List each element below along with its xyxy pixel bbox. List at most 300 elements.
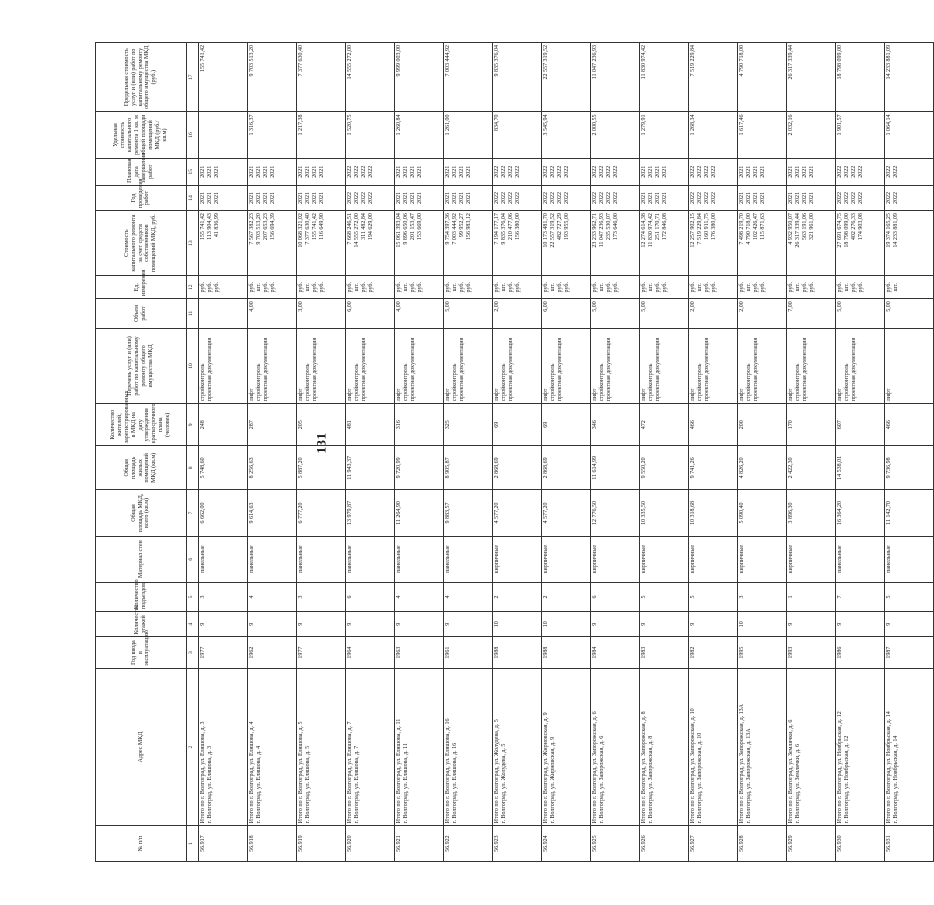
plan-date-line: 2021 xyxy=(200,165,206,178)
work-type-line: проектная документация xyxy=(851,337,857,402)
work-volume xyxy=(787,299,836,328)
work-year-line: 2022 xyxy=(613,192,619,205)
work-volume-line: 5,00 xyxy=(641,301,647,312)
year-built: 1961 xyxy=(444,637,493,668)
plan-date-line: 2021 xyxy=(207,165,213,178)
row-number: 56.926 xyxy=(640,826,689,862)
column-number: 13 xyxy=(187,211,199,276)
row-number: 56.925 xyxy=(591,826,640,862)
address-cell xyxy=(248,668,297,826)
work-year-line: 2022 xyxy=(347,192,353,205)
unit-line: руб. xyxy=(298,282,304,293)
work-type-line: стройконтроль xyxy=(354,363,360,402)
living-area: 8 905,87 xyxy=(444,446,493,490)
work-year xyxy=(689,185,738,210)
work-year-line: 2022 xyxy=(893,192,899,205)
unit-line: руб. xyxy=(753,282,759,293)
work-year-line: 2021 xyxy=(319,192,325,205)
unit-line: руб. xyxy=(508,282,514,293)
work-type-line: проектная документация xyxy=(557,337,563,402)
column-number: 4 xyxy=(187,612,199,637)
work-year-line: 2021 xyxy=(655,192,661,205)
table-body xyxy=(199,43,934,862)
work-type xyxy=(493,328,542,404)
wall-material: панельные xyxy=(248,536,297,582)
entrance-count: 3 xyxy=(297,582,346,611)
unit-cost: 3 545,94 xyxy=(542,112,591,158)
work-year-line: 2022 xyxy=(361,192,367,205)
work-year-line: 2021 xyxy=(305,192,311,205)
plan-date-line: 2021 xyxy=(256,165,262,178)
cost-line: 7 498 219,70 xyxy=(739,213,745,245)
work-type-line: стройконтроль xyxy=(550,363,556,402)
plan-date-line: 2021 xyxy=(298,165,304,178)
address-line: Итого по г. Волгоград, ул. Еляшова, д. 3 xyxy=(200,721,206,824)
address-line: Итого по г. Волгоград, ул. Еляшова, д. 7 xyxy=(347,721,353,824)
entrance-count: 3 xyxy=(199,582,248,611)
entrance-count: 1 xyxy=(787,582,836,611)
unit-line: руб. xyxy=(760,282,766,293)
resident-count: 481 xyxy=(346,404,395,446)
plan-date-line: 2022 xyxy=(592,165,598,178)
living-area: 11 943,37 xyxy=(346,446,395,490)
unit-line: руб. xyxy=(809,282,815,293)
cost-line: 251 170,71 xyxy=(655,213,661,241)
unit-cost: 2 032,16 xyxy=(787,112,836,158)
work-year-line: 2021 xyxy=(200,192,206,205)
plan-date-line: 2022 xyxy=(508,165,514,178)
plan-date-line: 2022 xyxy=(704,165,710,178)
plan-date-line: 2021 xyxy=(270,165,276,178)
table-row xyxy=(836,43,885,862)
unit-line: шт. xyxy=(354,283,360,292)
work-year-line: 2022 xyxy=(886,192,892,205)
work-year xyxy=(836,185,885,210)
unit-line: руб. xyxy=(557,282,563,293)
unit-line: руб. xyxy=(410,282,416,293)
work-type-line: лифт xyxy=(298,388,304,402)
cost-line: 7 567 382,23 xyxy=(249,213,255,245)
year-built: 1988 xyxy=(493,637,542,668)
work-type xyxy=(689,328,738,404)
unit-line: шт. xyxy=(795,283,801,292)
column-number: 14 xyxy=(187,185,199,210)
plan-date-line: 2021 xyxy=(319,165,325,178)
address-line: Итого по г. Волгоград, ул. Запорожская, д. 13А xyxy=(739,704,745,824)
unit-cost: 1 901,57 xyxy=(836,112,885,158)
work-type-line: лифт xyxy=(886,388,892,402)
unit xyxy=(542,276,591,299)
plan-date xyxy=(297,158,346,185)
floor-count: 10 xyxy=(493,612,542,637)
cost-line: 4 790 718,00 xyxy=(746,213,752,245)
living-area: 11 614,99 xyxy=(591,446,640,490)
column-header: Количество этажей xyxy=(96,612,187,637)
table-row xyxy=(787,43,836,862)
work-year xyxy=(297,185,346,210)
plan-date xyxy=(836,158,885,185)
limit-cost: 14 555 272,00 xyxy=(346,43,395,112)
cost-line: 160 911,75 xyxy=(704,213,710,240)
column-number: 17 xyxy=(187,43,199,112)
work-year-line: 2021 xyxy=(403,192,409,205)
cost-line: 156 694,39 xyxy=(270,213,276,241)
work-year-line: 2022 xyxy=(515,192,521,205)
wall-material: кирпичные xyxy=(493,536,542,582)
work-year-line: 2022 xyxy=(368,192,374,205)
floor-count: 9 xyxy=(640,612,689,637)
cost-line: 176 380,00 xyxy=(711,213,717,241)
unit-line: руб. xyxy=(851,282,857,293)
unit-line: руб. xyxy=(319,282,325,293)
entrance-count: 4 xyxy=(444,582,493,611)
wall-material: кирпичные xyxy=(738,536,787,582)
cost xyxy=(787,211,836,276)
column-header: Объем работ xyxy=(96,299,187,328)
work-type-line: проектная документация xyxy=(508,337,514,402)
work-type xyxy=(591,328,640,404)
work-year-line: 2021 xyxy=(298,192,304,205)
cost-line: 174 903,08 xyxy=(858,213,864,241)
row-number: 56.923 xyxy=(493,826,542,862)
cost-line: 4 932 950,07 xyxy=(788,213,794,245)
living-area: 5 887,20 xyxy=(297,446,346,490)
cost xyxy=(444,211,493,276)
work-type xyxy=(346,328,395,404)
work-volume xyxy=(640,299,689,328)
column-header: Удельная стоимость капитального ремонта 1 кв. м общей площади помещений МКД (руб./кв.м) xyxy=(96,112,187,158)
work-volume-line: 5,00 xyxy=(445,301,451,312)
unit-line: шт. xyxy=(599,283,605,292)
year-built: 1986 xyxy=(836,637,885,668)
unit-line: руб. xyxy=(592,282,598,293)
living-area: 2 868,69 xyxy=(493,446,542,490)
total-area: 12 776,50 xyxy=(591,490,640,536)
unit-line: руб. xyxy=(207,282,213,293)
cost xyxy=(395,211,444,276)
work-type-line: лифт xyxy=(396,388,402,402)
address-cell xyxy=(591,668,640,826)
entrance-count: 5 xyxy=(689,582,738,611)
wall-material: кирпичные xyxy=(640,536,689,582)
work-type-line: лифт xyxy=(494,388,500,402)
unit-line: шт. xyxy=(697,283,703,292)
plan-date-line: 2021 xyxy=(263,165,269,178)
address-line: Итого по г. Волгоград, ул. Еляшова, д. 4 xyxy=(249,721,255,824)
work-type-line: стройконтроль xyxy=(746,363,752,402)
work-type-line: стройконтроль xyxy=(648,363,654,402)
work-year-line: 2022 xyxy=(508,192,514,205)
work-year-line: 2022 xyxy=(606,192,612,205)
wall-material: кирпичные xyxy=(689,536,738,582)
work-year-line: 2021 xyxy=(445,192,451,205)
work-type xyxy=(444,328,493,404)
cost-line: 155 741,42 xyxy=(200,213,206,241)
work-year-line: 2022 xyxy=(851,192,857,205)
plan-date xyxy=(444,158,493,185)
entrance-count: 5 xyxy=(885,582,934,611)
unit xyxy=(640,276,689,299)
work-type xyxy=(640,328,689,404)
plan-date-line: 2021 xyxy=(802,165,808,178)
unit-line: руб. xyxy=(417,282,423,293)
plan-date-line: 2022 xyxy=(711,165,717,178)
plan-date xyxy=(885,158,934,185)
work-year-line: 2021 xyxy=(396,192,402,205)
work-type-line: проектная документация xyxy=(704,337,710,402)
address-line: г. Волгоград, ул. Еляшова, д. 4 xyxy=(256,745,262,824)
row-number: 56.917 xyxy=(199,826,248,862)
column-number: 8 xyxy=(187,446,199,490)
address-line: г. Волгоград, ул. Еляшова, д. 3 xyxy=(207,745,213,824)
address-line: г. Волгоград, ул. Запорожская, д. 8 xyxy=(648,735,654,824)
row-number: 56.919 xyxy=(297,826,346,862)
plan-date-line: 2022 xyxy=(613,165,619,178)
column-number-row xyxy=(187,43,199,862)
cost-line: 12 257 902,15 xyxy=(690,213,696,248)
cost-line: 27 691 674,75 xyxy=(837,213,843,248)
floor-count: 9 xyxy=(395,612,444,637)
wall-material: кирпичные xyxy=(591,536,640,582)
unit-line: руб. xyxy=(837,282,843,293)
resident-count: 346 xyxy=(591,404,640,446)
plan-date-line: 2021 xyxy=(417,165,423,178)
plan-date xyxy=(248,158,297,185)
row-number: 56.929 xyxy=(787,826,836,862)
unit-line: шт. xyxy=(648,283,654,292)
total-area: 16 364,20 xyxy=(836,490,885,536)
plan-date-line: 2022 xyxy=(606,165,612,178)
work-year-line: 2021 xyxy=(760,192,766,205)
cost-line: 156 983,12 xyxy=(466,213,472,241)
cost-line: 173 646,00 xyxy=(613,213,619,241)
plan-date-line: 2022 xyxy=(557,165,563,178)
table-row xyxy=(346,43,395,862)
work-type xyxy=(199,328,248,404)
work-type-line: лифт xyxy=(837,388,843,402)
row-number: 56.931 xyxy=(885,826,934,862)
plan-date-line: 2022 xyxy=(550,165,556,178)
address-line: Итого по г. Волгоград, ул. Еляшова, д. 11 xyxy=(396,718,402,824)
living-area: 4 826,20 xyxy=(738,446,787,490)
work-year xyxy=(199,185,248,210)
cost-line: 41 836,99 xyxy=(214,213,220,238)
resident-count: 287 xyxy=(248,404,297,446)
work-volume xyxy=(689,299,738,328)
work-type xyxy=(787,328,836,404)
plan-date-line: 2021 xyxy=(746,165,752,178)
column-header: Материал стен xyxy=(96,536,187,582)
resident-count: 466 xyxy=(885,404,934,446)
cost-line: 22 557 319,52 xyxy=(550,213,556,248)
work-year-line: 2021 xyxy=(648,192,654,205)
plan-date-line: 2021 xyxy=(459,165,465,178)
cost-line: 155 741,42 xyxy=(312,213,318,241)
work-year-line: 2021 xyxy=(263,192,269,205)
unit xyxy=(738,276,787,299)
unit-line: руб. xyxy=(655,282,661,293)
address-cell xyxy=(836,668,885,826)
unit-line: руб. xyxy=(802,282,808,293)
column-header: Год проведения работ xyxy=(96,185,187,210)
plan-date-line: 2022 xyxy=(844,165,850,178)
unit-line: руб. xyxy=(466,282,472,293)
unit-line: руб. xyxy=(543,282,549,293)
column-number: 9 xyxy=(187,404,199,446)
address-line: Итого по г. Волгоград, ул. Еляшова, д. 5 xyxy=(298,721,304,824)
unit-line: руб. xyxy=(858,282,864,293)
floor-count: 9 xyxy=(689,612,738,637)
unit-line: руб. xyxy=(368,282,374,293)
limit-cost: 7 003 444,92 xyxy=(444,43,493,112)
unit-cost: 1 520,75 xyxy=(346,112,395,158)
living-area: 8 256,63 xyxy=(248,446,297,490)
year-built: 1995 xyxy=(738,637,787,668)
work-volume xyxy=(493,299,542,328)
work-type-line: стройконтроль xyxy=(599,363,605,402)
cost-line: 14 555 272,00 xyxy=(354,213,360,248)
unit-line: шт. xyxy=(452,283,458,292)
unit-cost: 1 316,37 xyxy=(248,112,297,158)
year-built: 1988 xyxy=(542,637,591,668)
year-built: 1964 xyxy=(346,637,395,668)
column-header: Общая площадь жилых помещений МКД (кв.м) xyxy=(96,446,187,490)
plan-date-line: 2022 xyxy=(515,165,521,178)
work-volume-line: 5,00 xyxy=(837,301,843,312)
work-type-line: стройконтроль xyxy=(844,363,850,402)
cost-line: 153 669,00 xyxy=(417,213,423,241)
plan-date-line: 2021 xyxy=(396,165,402,178)
plan-date-line: 2022 xyxy=(690,165,696,178)
year-built: 1982 xyxy=(689,637,738,668)
floor-count: 10 xyxy=(542,612,591,637)
work-volume xyxy=(346,299,395,328)
cost-line: 172 846,08 xyxy=(662,213,668,241)
unit-cost: 1 217,38 xyxy=(297,112,346,158)
wall-material: панельные xyxy=(297,536,346,582)
work-type xyxy=(248,328,297,404)
wall-material: панельные xyxy=(444,536,493,582)
living-area: 2 868,69 xyxy=(542,446,591,490)
unit-cost: 1 260,84 xyxy=(395,112,444,158)
address-line: г. Волгоград, ул. Еляшова, д. 7 xyxy=(354,745,360,824)
entrance-count: 5 xyxy=(640,582,689,611)
address-line: г. Волгоград, ул. Запорожская, д. 6 xyxy=(599,735,605,824)
work-type-line: проектная документация xyxy=(459,337,465,402)
plan-date-line: 2021 xyxy=(788,165,794,178)
unit xyxy=(248,276,297,299)
cost xyxy=(542,211,591,276)
plan-date-line: 2021 xyxy=(809,165,815,178)
cost xyxy=(836,211,885,276)
plan-date-line: 2022 xyxy=(501,165,507,178)
unit xyxy=(346,276,395,299)
unit-cost: 1 261,00 xyxy=(444,112,493,158)
work-volume-line: 6,00 xyxy=(543,301,549,312)
address-cell xyxy=(444,668,493,826)
limit-cost: 155 741,42 xyxy=(199,43,248,112)
work-volume xyxy=(395,299,444,328)
resident-count: 200 xyxy=(738,404,787,446)
unit-line: шт. xyxy=(403,283,409,292)
column-number: 12 xyxy=(187,276,199,299)
unit xyxy=(689,276,738,299)
unit-line: шт. xyxy=(305,283,311,292)
work-type-line: стройконтроль xyxy=(795,363,801,402)
year-built: 1987 xyxy=(885,637,934,668)
work-volume xyxy=(591,299,640,328)
work-volume-line: 6,00 xyxy=(347,301,353,312)
column-header: Общая площадь МКД, всего (кв.м) xyxy=(96,490,187,536)
unit-line: шт. xyxy=(501,283,507,292)
work-type-line: лифт xyxy=(641,388,647,402)
unit xyxy=(836,276,885,299)
limit-cost: 9 835 376,04 xyxy=(493,43,542,112)
table-row xyxy=(444,43,493,862)
entrance-count: 2 xyxy=(542,582,591,611)
row-number: 56.928 xyxy=(738,826,787,862)
work-year-line: 2021 xyxy=(788,192,794,205)
total-area: 6 777,20 xyxy=(297,490,346,536)
work-year xyxy=(738,185,787,210)
column-number: 3 xyxy=(187,637,199,668)
cost xyxy=(346,211,395,276)
floor-count: 9 xyxy=(297,612,346,637)
table-row xyxy=(689,43,738,862)
limit-cost: 26 317 339,44 xyxy=(787,43,836,112)
unit-line: руб. xyxy=(263,282,269,293)
cost-line: 23 233 962,71 xyxy=(592,213,598,248)
plan-date xyxy=(395,158,444,185)
work-volume-line: 7,00 xyxy=(788,301,794,312)
total-area: 6 662,00 xyxy=(199,490,248,536)
table-row xyxy=(885,43,934,862)
work-type-line: проектная документация xyxy=(606,337,612,402)
unit xyxy=(885,276,934,299)
plan-date xyxy=(591,158,640,185)
cost-line: 7 519 229,84 xyxy=(697,213,703,245)
plan-date-line: 2021 xyxy=(249,165,255,178)
work-type xyxy=(836,328,885,404)
plan-date-line: 2022 xyxy=(837,165,843,178)
unit-line: руб. xyxy=(606,282,612,293)
floor-count: 9 xyxy=(836,612,885,637)
work-year xyxy=(591,185,640,210)
work-year-line: 2022 xyxy=(543,192,549,205)
unit-line: руб. xyxy=(459,282,465,293)
total-area: 4 577,20 xyxy=(542,490,591,536)
entrance-count: 7 xyxy=(836,582,885,611)
entrance-count: 6 xyxy=(346,582,395,611)
address-cell xyxy=(542,668,591,826)
total-area: 3 896,30 xyxy=(787,490,836,536)
floor-count: 9 xyxy=(444,612,493,637)
unit-line: шт. xyxy=(256,283,262,292)
cost-line: 14 233 881,09 xyxy=(893,213,899,248)
year-built: 1977 xyxy=(297,637,346,668)
work-type-line: проектная документация xyxy=(655,337,661,402)
plan-date-line: 2022 xyxy=(494,165,500,178)
living-area: 14 538,01 xyxy=(836,446,885,490)
plan-date-line: 2022 xyxy=(543,165,549,178)
work-year-line: 2022 xyxy=(690,192,696,205)
column-number: 2 xyxy=(187,668,199,826)
table-row xyxy=(248,43,297,862)
unit xyxy=(787,276,836,299)
resident-count: 472 xyxy=(640,404,689,446)
address-cell xyxy=(885,668,934,826)
plan-date-line: 2022 xyxy=(564,165,570,178)
